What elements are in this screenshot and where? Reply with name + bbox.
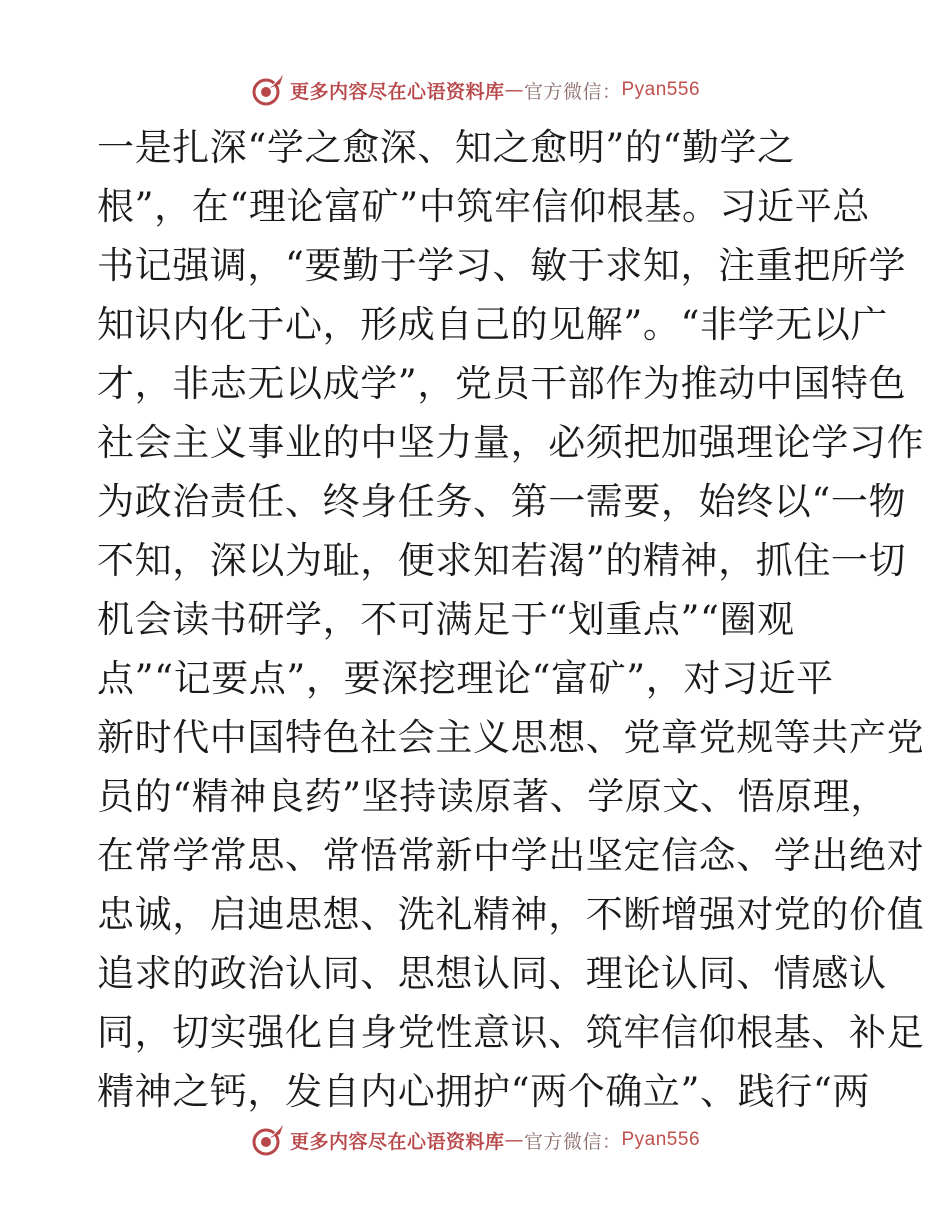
body-line: 在常学常思、常悟常新中学出坚定信念、学出绝对 xyxy=(97,834,925,877)
body-line: 机会读书研学，不可满足于“划重点”“圈观 xyxy=(97,598,795,641)
body-line: 同，切实强化自身党性意识、筑牢信仰根基、补足 xyxy=(97,1011,925,1054)
footer-banner-separator: — xyxy=(504,1129,524,1151)
footer-banner-contact-value: Pyan556 xyxy=(621,1129,701,1150)
body-line: 精神之钙，发自内心拥护“两个确立”、践行“两 xyxy=(97,1070,870,1113)
header-banner-main-text: 更多内容尽在心语资料库 xyxy=(289,80,505,103)
body-line: 新时代中国特色社会主义思想、党章党规等共产党 xyxy=(97,716,925,759)
body-line: 根”，在“理论富矿”中筑牢信仰根基。习近平总 xyxy=(97,185,870,228)
body-line: 追求的政治认同、思想认同、理论认同、情感认 xyxy=(97,952,887,995)
body-line: 知识内化于心，形成自己的见解”。“非学无以广 xyxy=(97,303,889,346)
header-banner-separator: — xyxy=(504,79,524,101)
body-line: 不知，深以为耻，便求知若渴”的精神，抓住一切 xyxy=(97,539,907,582)
body-line: 一是扎深“学之愈深、知之愈明”的“勤学之 xyxy=(97,126,795,169)
quill-pen-logo-icon xyxy=(250,72,286,108)
body-line: 才，非志无以成学”，党员干部作为推动中国特色 xyxy=(97,362,907,405)
footer-banner xyxy=(0,1120,950,1160)
document-body xyxy=(97,118,925,1121)
body-line: 为政治责任、终身任务、第一需要，始终以“一物 xyxy=(97,480,907,523)
body-line: 书记强调，“要勤于学习、敏于求知，注重把所学 xyxy=(97,244,907,287)
body-line: 忠诚，启迪思想、洗礼精神，不断增强对党的价值 xyxy=(97,893,925,936)
body-line: 员的“精神良药”坚持读原著、学原文、悟原理， xyxy=(97,775,889,818)
footer-banner-main-text: 更多内容尽在心语资料库 xyxy=(289,1130,505,1153)
header-banner-contact-value: Pyan556 xyxy=(621,79,701,100)
footer-banner-contact-label: 官方微信： xyxy=(523,1130,622,1153)
header-banner-contact-label: 官方微信： xyxy=(523,80,622,103)
header-banner xyxy=(0,70,950,110)
quill-pen-logo-icon xyxy=(250,1122,286,1158)
body-line: 社会主义事业的中坚力量，必须把加强理论学习作 xyxy=(97,421,925,464)
body-line: 点”“记要点”，要深挖理论“富矿”，对习近平 xyxy=(97,657,834,700)
